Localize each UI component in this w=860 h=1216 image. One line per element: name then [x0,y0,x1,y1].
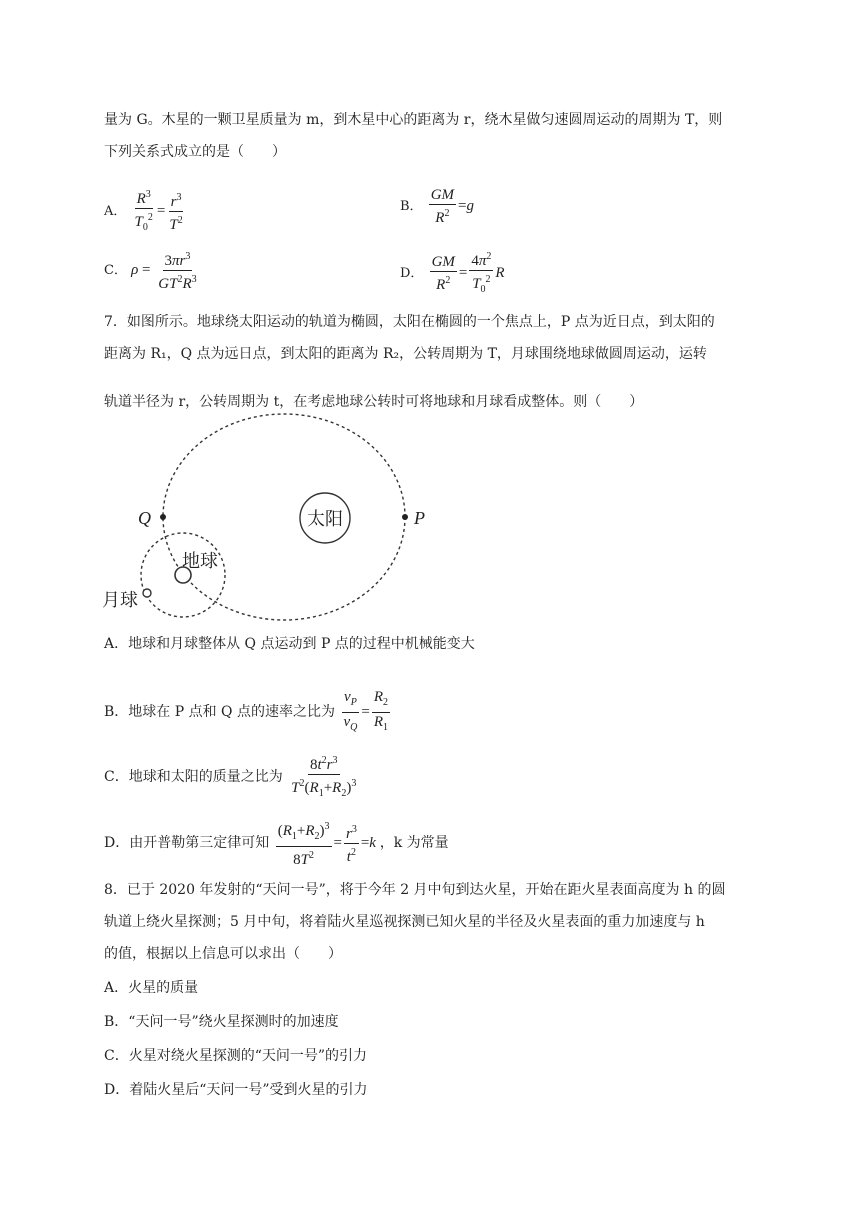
q6-option-b-formula: $\frac{GM}{R^2}$ =g [430,187,474,226]
sun-label: 太阳 [307,509,343,530]
q8-option-c: C．火星对绕火星探测的“天问一号”的引力 [104,1048,368,1064]
q8-option-d: D．着陆火星后“天问一号”受到火星的引力 [104,1082,368,1098]
q7-stem-line-3: 轨道半径为 r，公转周期为 t，在考虑地球公转时可将地球和月球看成整体。则（ ） [104,394,644,410]
q8-stem-line-2: 轨道上绕火星探测；5 月中旬，将着陆火星巡视探测已知火星的半径及火星表面的重力加速度与 h [104,914,705,930]
q6-option-a-label: A． [104,203,127,219]
q8-stem-line-1: 8．已于 2020 年发射的“天问一号”，将于今年 2 月中旬到达火星，开始在距火星表面高度为 h 的圆 [104,882,726,898]
q6-option-a [104,186,187,237]
q7-option-c-formula: $\frac{8t^2r^3}{T^2(R_1+R_2)^3}$ [287,769,360,785]
q7-option-c-text: C．地球和太阳的质量之比为 [104,768,283,785]
point-q-label: Q [138,508,151,528]
q7-stem-line-2: 距离为 R₁，Q 点为远日点，到太阳的距离为 R₂，公转周期为 T，月球围绕地球做圆周运动，运转 [104,346,707,362]
q7-stem-line-1: 7．如图所示。地球绕太阳运动的轨道为椭圆，太阳在椭圆的一个焦点上，P 点为近日点，到太阳的 [104,314,715,330]
q6-option-d-formula: $\frac{GM}{R^2}$ = $\frac{4\pi^2}{T_0^2}$ R [428,265,505,281]
moon-label: 月球 [102,590,138,611]
q7-option-d-text: D．由开普勒第三定律可知 [104,834,270,851]
q6-option-c-label: C． [104,262,127,278]
q6-option-c-formula: ρ = $\frac{3\pi r^3}{GT^2R^3}$ [131,262,201,278]
q6-option-d-label: D． [400,265,424,281]
q7-option-a: A．地球和月球整体从 Q 点运动到 P 点的过程中机械能变大 [104,636,475,652]
q6-option-a-formula: $\frac{R^3}{T_0^2}$ = $\frac{r^3}{T^2}$ [131,203,187,219]
point-p-dot [402,514,408,520]
q6-continuation-line-2: 下列关系式成立的是（ ） [104,144,286,160]
point-p-label: P [414,508,425,528]
moon-circle [143,589,151,597]
q6-option-d [400,248,505,299]
q6-option-b [400,186,474,227]
earth-orbit-ellipse [163,414,405,620]
q6-continuation-line-1: 量为 G。木星的一颗卫星质量为 m，到木星中心的距离为 r，绕木星做匀速圆周运动的周期为 T，则 [104,112,723,128]
q6-option-b-label: B． [400,198,423,214]
earth-label: 地球 [182,551,218,572]
q7-option-d-tail: ，k 为常量 [379,834,449,851]
q7-option-b [104,688,392,737]
point-q-dot [160,514,166,520]
q7-option-b-text: B．地球在 P 点和 Q 点的速率之比为 [104,703,335,720]
q7-option-d-formula: $\frac{(R_1+R_2)^3}{8T^2}$ = $\frac{r^3}{t^2}$ =k [274,835,380,851]
orbit-diagram [96,410,456,630]
q7-option-b-formula: $\frac{v_P}{v_Q}$ = $\frac{R_2}{R_1}$ [343,689,388,733]
q7-option-d [104,818,449,869]
q6-option-c [104,248,201,293]
q8-stem-line-3: 的值，根据以上信息可以求出（ ） [104,946,342,962]
q8-option-a: A．火星的质量 [104,980,199,996]
q7-option-c [104,752,360,803]
q8-option-b: B．“天问一号”绕火星探测时的加速度 [104,1014,339,1030]
